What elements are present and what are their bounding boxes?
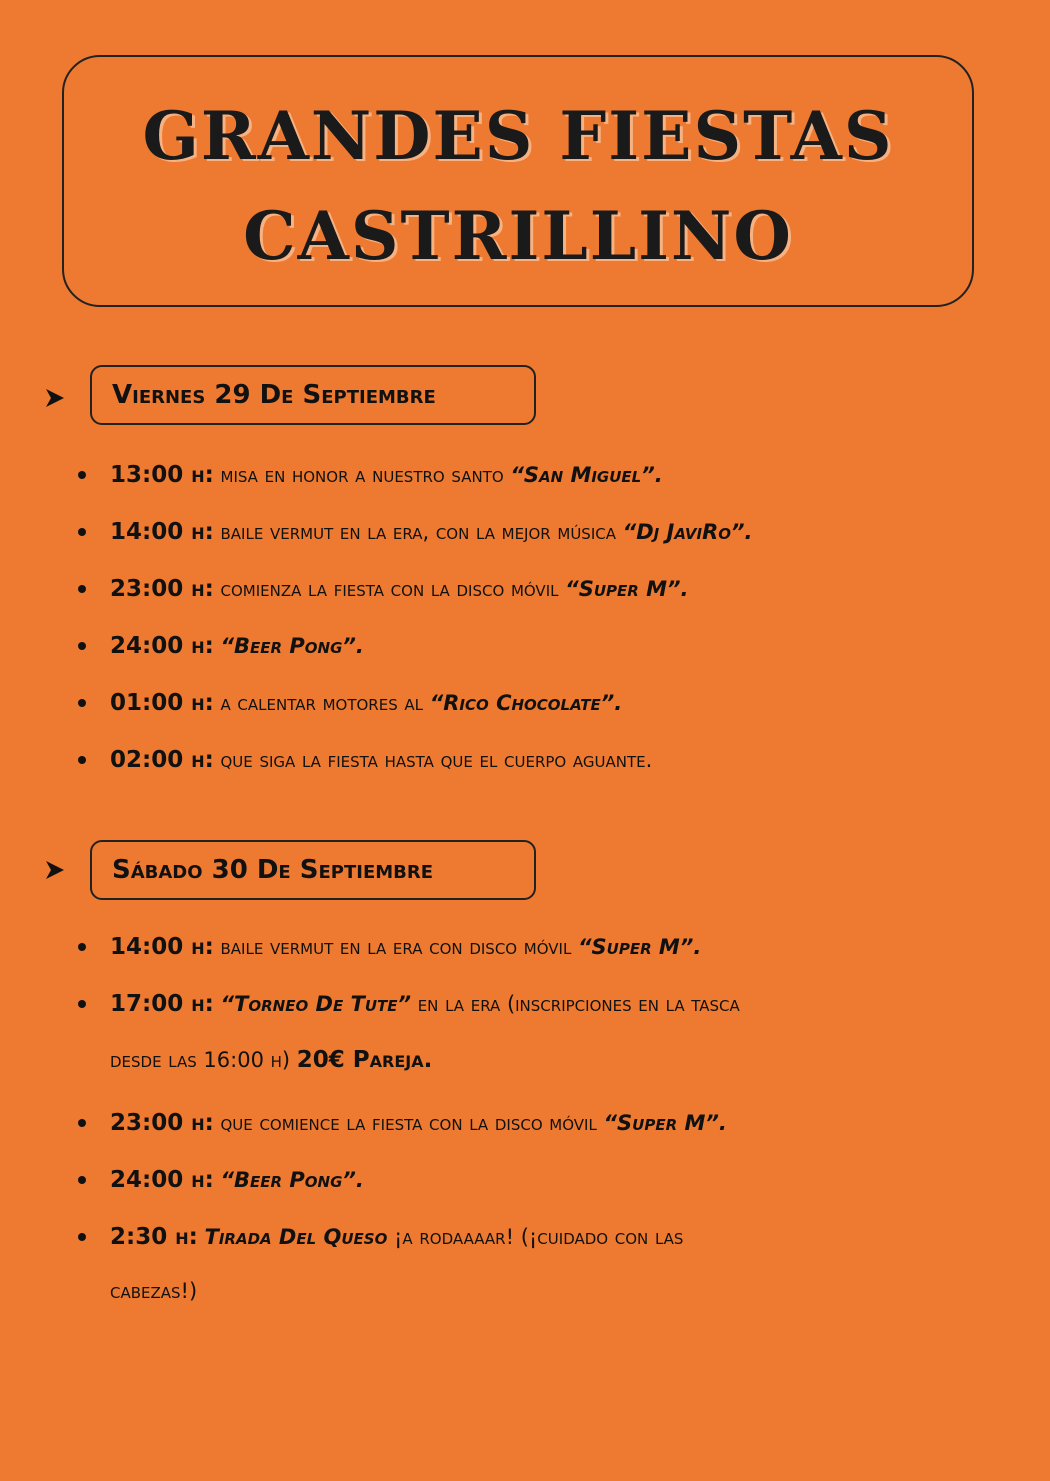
bullet-icon	[78, 756, 86, 764]
item-time: 24:00 h:	[110, 1167, 214, 1193]
title-line-1: GRANDES FIESTAS	[142, 97, 894, 175]
item-time: 13:00 h:	[110, 462, 214, 488]
item-highlight: “Beer Pong”.	[220, 1168, 364, 1192]
bullet-icon	[78, 1176, 86, 1184]
list-item	[0, 512, 1050, 552]
item-time: 23:00 h:	[110, 576, 214, 602]
item-text: que comience la fiesta con la disco móvil	[220, 1111, 597, 1135]
item-highlight: “Dj JaviRo”.	[622, 520, 753, 544]
arrow-bullet-icon	[44, 387, 66, 409]
list-item	[0, 927, 1050, 967]
bullet-icon	[78, 585, 86, 593]
item-time: 23:00 h:	[110, 1110, 214, 1136]
list-item	[0, 740, 1050, 780]
list-item	[0, 1217, 1050, 1257]
item-time: 2:30 h:	[110, 1224, 198, 1250]
item-text: baile vermut en la era, con la mejor música	[220, 520, 616, 544]
day-heading-saturday: Sábado 30 De Septiembre	[90, 840, 536, 900]
item-text: ¡a rodaaaar! (¡cuidado con las	[394, 1225, 684, 1249]
bullet-icon	[78, 1119, 86, 1127]
item-time: 24:00 h:	[110, 633, 214, 659]
item-highlight: “Super M”.	[603, 1111, 727, 1135]
item-time: 02:00 h:	[110, 747, 214, 773]
item-text: cabezas!)	[110, 1279, 198, 1303]
bullet-icon	[78, 642, 86, 650]
item-text: comienza la fiesta con la disco móvil	[220, 577, 559, 601]
item-highlight: “Super M”.	[578, 935, 702, 959]
bullet-icon	[78, 1233, 86, 1241]
item-text: misa en honor a nuestro santo	[220, 463, 504, 487]
list-item-continuation	[110, 1271, 197, 1311]
item-highlight: “Torneo De Tute”	[220, 992, 412, 1016]
bullet-icon	[78, 1000, 86, 1008]
day-heading-friday: Viernes 29 De Septiembre	[90, 365, 536, 425]
item-time: 17:00 h:	[110, 991, 214, 1017]
item-text: a calentar motores al	[220, 691, 424, 715]
item-highlight: “Super M”.	[565, 577, 689, 601]
item-price: 20€ Pareja.	[296, 1047, 433, 1073]
bullet-icon	[78, 528, 86, 536]
item-text: que siga la fiesta hasta que el cuerpo aguante.	[220, 748, 653, 772]
list-item-continuation	[110, 1040, 432, 1080]
bullet-icon	[78, 699, 86, 707]
list-item	[0, 683, 1050, 723]
list-item	[0, 626, 1050, 666]
title-box	[62, 55, 974, 307]
item-time: 14:00 h:	[110, 934, 214, 960]
item-highlight: Tirada Del Queso	[204, 1225, 388, 1249]
item-text: desde las 16:00 h)	[110, 1048, 291, 1072]
bullet-icon	[78, 943, 86, 951]
item-text: en la era (inscripciones en la tasca	[417, 992, 740, 1016]
list-item	[0, 984, 1050, 1024]
item-time: 14:00 h:	[110, 519, 214, 545]
item-time: 01:00 h:	[110, 690, 214, 716]
bullet-icon	[78, 471, 86, 479]
list-item	[0, 1103, 1050, 1143]
list-item	[0, 1160, 1050, 1200]
title-line-2: CASTRILLINO	[243, 197, 793, 275]
arrow-bullet-icon	[44, 859, 66, 881]
item-highlight: “Beer Pong”.	[220, 634, 364, 658]
item-highlight: “Rico Chocolate”.	[429, 691, 623, 715]
list-item	[0, 455, 1050, 495]
item-text: baile vermut en la era con disco móvil	[220, 935, 572, 959]
item-highlight: “San Miguel”.	[510, 463, 663, 487]
list-item	[0, 569, 1050, 609]
